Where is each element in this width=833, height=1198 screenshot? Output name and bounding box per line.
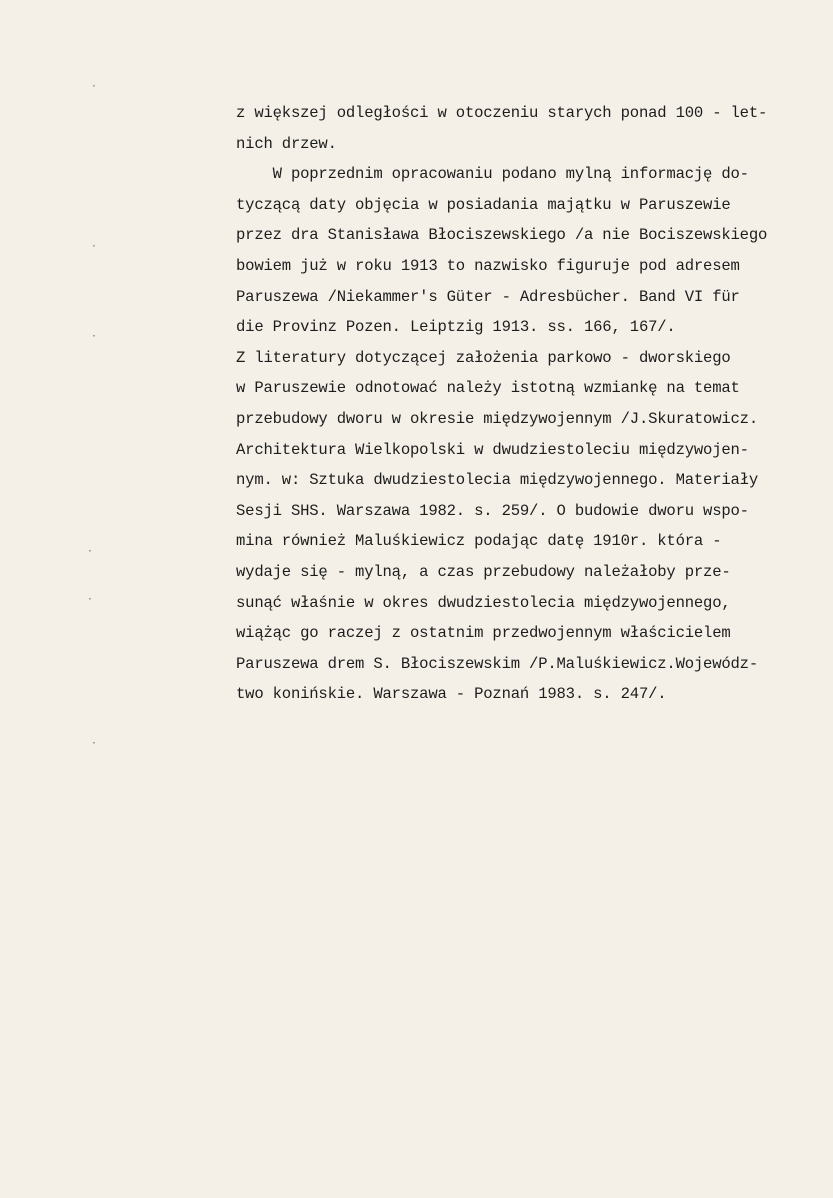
text-line: W poprzednim opracowaniu podano mylną informację do- — [236, 165, 749, 184]
typewritten-text-block — [236, 98, 833, 710]
text-line: nich drzew. — [236, 134, 337, 153]
text-line: two konińskie. Warszawa - Poznań 1983. s. 247/. — [236, 685, 667, 704]
binding-hole-mark: · — [92, 239, 96, 253]
text-line: tyczącą daty objęcia w posiadania majątku w Paruszewie — [236, 195, 731, 214]
text-line: wydaje się - mylną, a czas przebudowy należałoby prze- — [236, 562, 731, 581]
text-line: Paruszewa /Niekammer's Güter - Adresbücher. Band VI für — [236, 287, 740, 306]
text-line: z większej odległości w otoczeniu starych ponad 100 - let- — [236, 104, 768, 122]
text-line: Sesji SHS. Warszawa 1982. s. 259/. O budowie dworu wspo- — [236, 501, 749, 520]
text-line: nym. w: Sztuka dwudziestolecia międzywojennego. Materiały — [236, 471, 758, 490]
text-line: przebudowy dworu w okresie międzywojennym /J.Skuratowicz. — [236, 409, 758, 428]
binding-hole-mark: · — [92, 329, 96, 343]
text-line: bowiem już w roku 1913 to nazwisko figuruje pod adresem — [236, 256, 740, 275]
text-line: die Provinz Pozen. Leiptzig 1913. ss. 166, 167/. — [236, 318, 676, 337]
text-line: Architektura Wielkopolski w dwudziestoleciu międzywojen- — [236, 440, 749, 459]
text-line: mina również Maluśkiewicz podając datę 1910r. która - — [236, 532, 722, 551]
binding-hole-mark: · — [92, 736, 96, 750]
binding-hole-mark: · — [88, 592, 92, 606]
text-line: Paruszewa drem S. Błociszewskim /P.Maluśkiewicz.Wojewódz- — [236, 654, 758, 673]
text-line: przez dra Stanisława Błociszewskiego /a nie Bociszewskiego — [236, 226, 768, 245]
text-line: Z literatury dotyczącej założenia parkowo - dworskiego — [236, 348, 731, 367]
text-line: wiążąc go raczej z ostatnim przedwojennym właścicielem — [236, 624, 731, 643]
text-line: w Paruszewie odnotować należy istotną wzmiankę na temat — [236, 379, 740, 398]
text-line: sunąć właśnie w okres dwudziestolecia międzywojennego, — [236, 593, 731, 612]
binding-hole-mark: · — [88, 544, 92, 558]
binding-hole-mark: · — [92, 79, 96, 93]
